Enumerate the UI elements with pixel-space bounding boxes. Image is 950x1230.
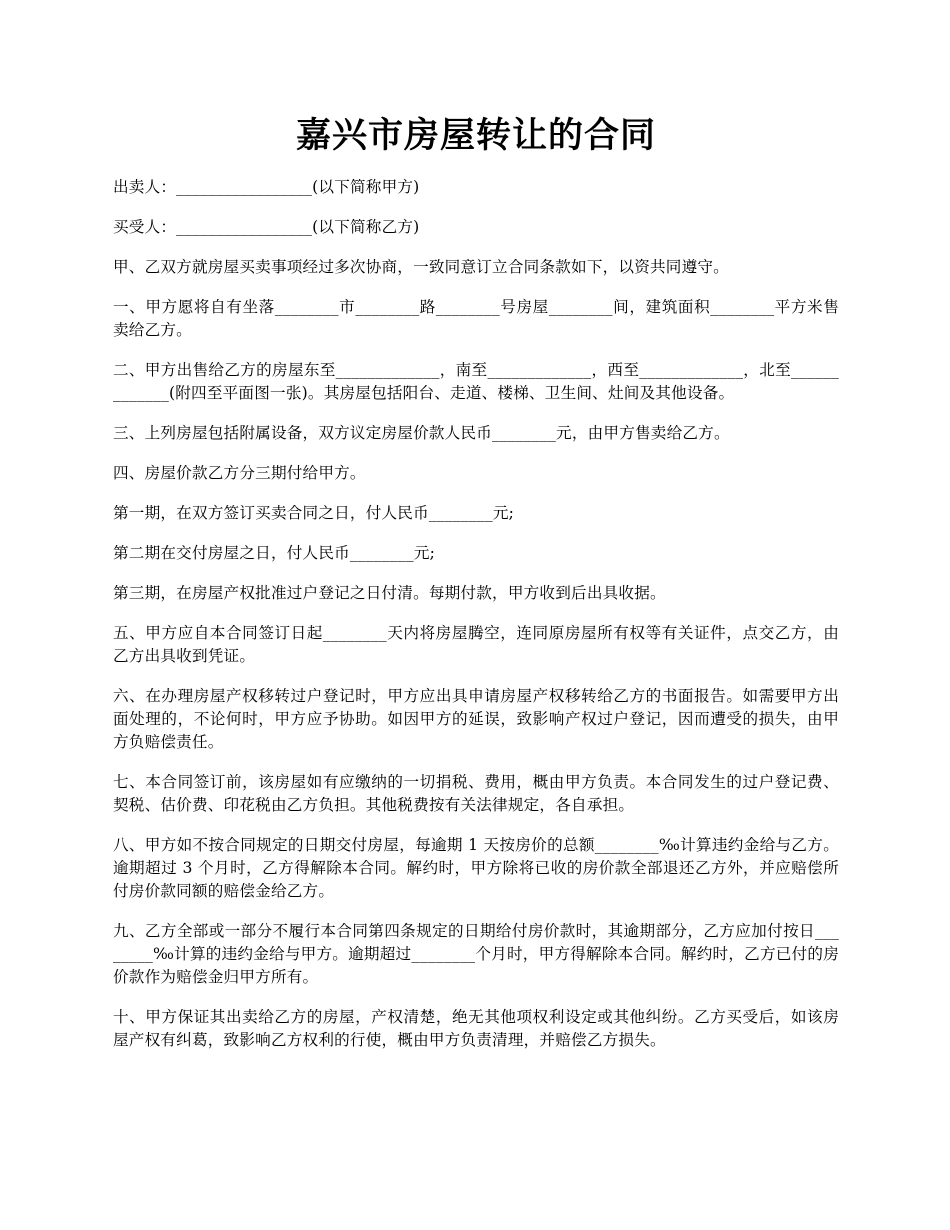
payment-phase-1: 第一期，在双方签订买卖合同之日，付人民币________元;: [113, 504, 515, 522]
seller-line: 出卖人：_________________(以下简称甲方): [113, 178, 420, 196]
document-body: [113, 176, 839, 1052]
clause-7: 七、本合同签订前，该房屋如有应缴纳的一切捐税、费用，概由甲方负责。本合同发生的过户登记费、契税、估价费、印花税由乙方负担。其他税费按有关法律规定，各自承担。: [113, 773, 839, 814]
clause-8: 八、甲方如不按合同规定的日期交付房屋，每逾期 1 天按房价的总额________‰计算违约金给与乙方。逾期超过 3 个月时，乙方得解除本合同。解约时，甲方除将已收的房价款全部退还乙方外，并应赔偿所付房价款同额的赔偿金给乙方。: [113, 836, 839, 900]
payment-phase-2: 第二期在交付房屋之日，付人民币________元;: [113, 544, 436, 562]
document-page: [113, 0, 839, 1069]
clause-2: 二、甲方出售给乙方的房屋东至_____________，南至_____________，西至_____________，北至_____________(附四至平面图一张)。其房屋包括阳台、走道、楼梯、卫生间、灶间及其他设备。: [113, 361, 839, 402]
clause-4: 四、房屋价款乙方分三期付给甲方。: [113, 464, 366, 482]
buyer-line: 买受人：_________________(以下简称乙方): [113, 218, 420, 236]
preamble: 甲、乙双方就房屋买卖事项经过多次协商，一致同意订立合同条款如下，以资共同遵守。: [113, 258, 729, 276]
clause-5: 五、甲方应自本合同签订日起________天内将房屋腾空，连同原房屋所有权等有关证件，点交乙方，由乙方出具收到凭证。: [113, 624, 839, 665]
clause-9: 九、乙方全部或一部分不履行本合同第四条规定的日期给付房价款时，其逾期部分，乙方应加付按日________‰计算的违约金给与甲方。逾期超过________个月时，甲方得解除本合同。解约时，乙方已付的房价款作为赔偿金归甲方所有。: [113, 922, 839, 986]
clause-1: 一、甲方愿将自有坐落________市________路________号房屋________间，建筑面积________平方米售卖给乙方。: [113, 298, 839, 339]
clause-10: 十、甲方保证其出卖给乙方的房屋，产权清楚，绝无其他项权利设定或其他纠纷。乙方买受后，如该房屋产权有纠葛，致影响乙方权利的行使，概由甲方负责清理，并赔偿乙方损失。: [113, 1008, 839, 1049]
document-title: 嘉兴市房屋转让的合同: [295, 116, 656, 156]
payment-phase-3: 第三期，在房屋产权批准过户登记之日付清。每期付款，甲方收到后出具收据。: [113, 584, 666, 602]
clause-3: 三、上列房屋包括附属设备，双方议定房屋价款人民币________元，由甲方售卖给乙方。: [113, 424, 730, 442]
clause-6: 六、在办理房屋产权移转过户登记时，甲方应出具申请房屋产权移转给乙方的书面报告。如需要甲方出面处理的，不论何时，甲方应予协助。如因甲方的延误，致影响产权过户登记，因而遭受的损失，由甲方负赔偿责任。: [113, 687, 839, 751]
